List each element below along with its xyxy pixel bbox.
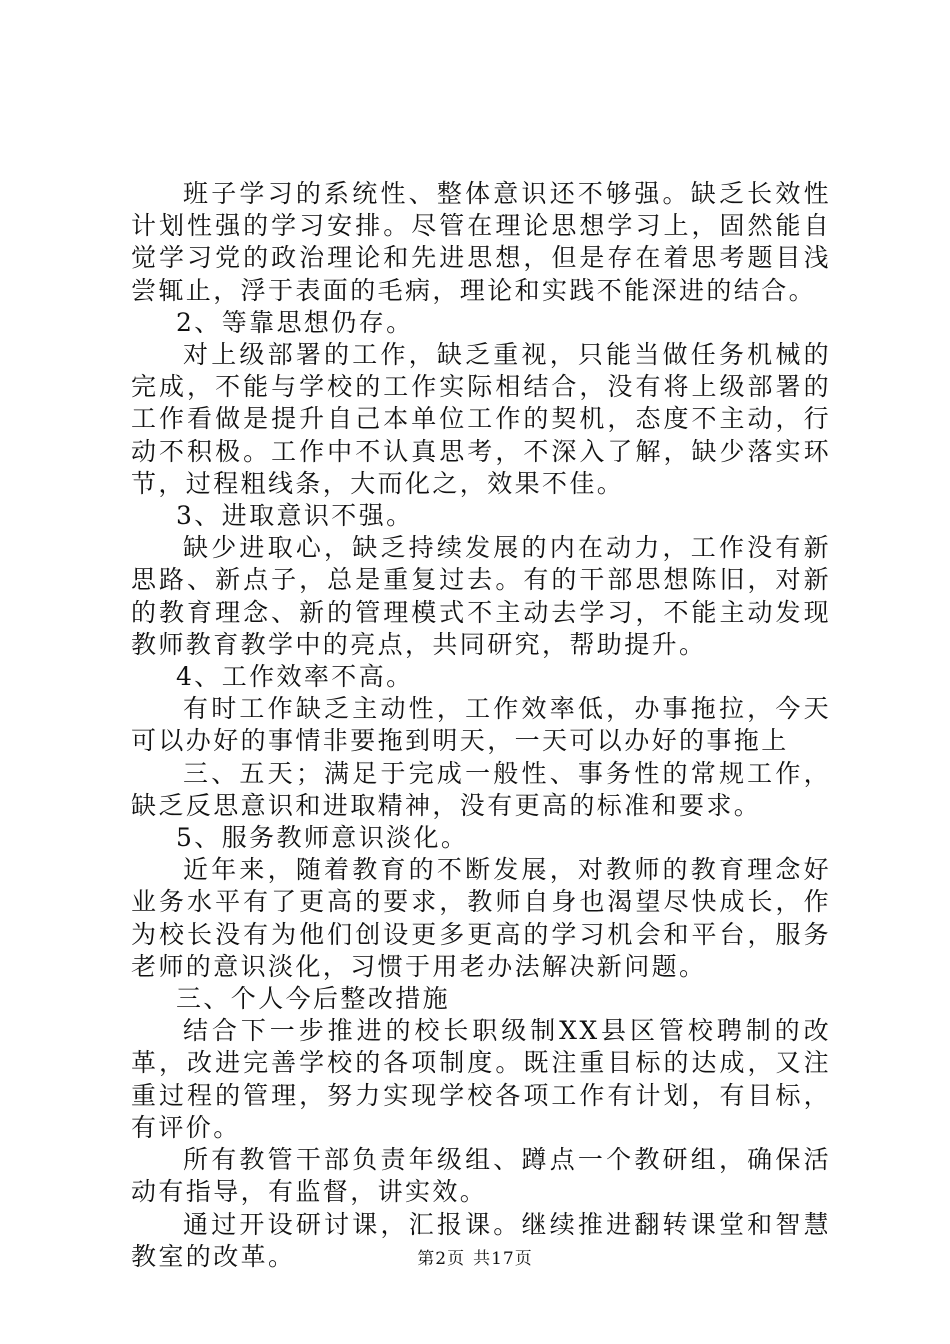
paragraph: 对上级部署的工作，缺乏重视，只能当做任务机械的完成，不能与学校的工作实际相结合，没有将上级部署的工作看做是提升自己本单位工作的契机，态度不主动，行动不积极。工作中不认真思考，不深入了解，缺少落实环节，过程粗线条，大而化之，效果不佳。 <box>131 340 831 498</box>
paragraph: 缺少进取心，缺乏持续发展的内在动力，工作没有新思路、新点子，总是重复过去。有的干部思想陈旧，对新的教育理念、新的管理模式不主动去学习，不能主动发现教师教育教学中的亮点，共同研究，帮助提升。 <box>131 533 831 659</box>
paragraph: 有时工作缺乏主动性，工作效率低，办事拖拉，今天可以办好的事情非要拖到明天，一天可以办好的事拖上 <box>131 694 831 756</box>
section-heading: 2、等靠思想仍存。 <box>176 307 414 337</box>
section-heading: 三、个人今后整改措施 <box>176 984 451 1014</box>
paragraph: 所有教管干部负责年级组、蹲点一个教研组，确保活动有指导，有监督，讲实效。 <box>131 1145 831 1207</box>
section-heading: 4、工作效率不高。 <box>176 662 414 692</box>
section-heading: 5、服务教师意识淡化。 <box>176 823 469 853</box>
document-body <box>131 178 831 1273</box>
page-total: 共17页 <box>473 1249 533 1269</box>
page-number: 第2页 <box>417 1249 466 1269</box>
page-footer <box>0 1244 950 1269</box>
paragraph: 班子学习的系统性、整体意识还不够强。缺乏长效性计划性强的学习安排。尽管在理论思想学习上，固然能自觉学习党的政治理论和先进思想，但是存在着思考题目浅尝辄止，浮于表面的毛病，理论和实践不能深进的结合。 <box>131 179 831 305</box>
paragraph: 三、五天；满足于完成一般性、事务性的常规工作，缺乏反思意识和进取精神，没有更高的标准和要求。 <box>131 758 831 820</box>
paragraph: 通过开设研讨课，汇报课。继续推进翻转课堂和智慧教室的改革。 <box>131 1209 831 1271</box>
paragraph: 结合下一步推进的校长职级制XX县区管校聘制的改革，改进完善学校的各项制度。既注重目标的达成，又注重过程的管理，努力实现学校各项工作有计划，有目标，有评价。 <box>131 1016 831 1142</box>
section-heading: 3、进取意识不强。 <box>176 501 414 531</box>
paragraph: 近年来，随着教育的不断发展，对教师的教育理念好业务水平有了更高的要求，教师自身也渴望尽快成长，作为校长没有为他们创设更多更高的学习机会和平台，服务老师的意识淡化，习惯于用老办法解决新问题。 <box>131 855 831 981</box>
